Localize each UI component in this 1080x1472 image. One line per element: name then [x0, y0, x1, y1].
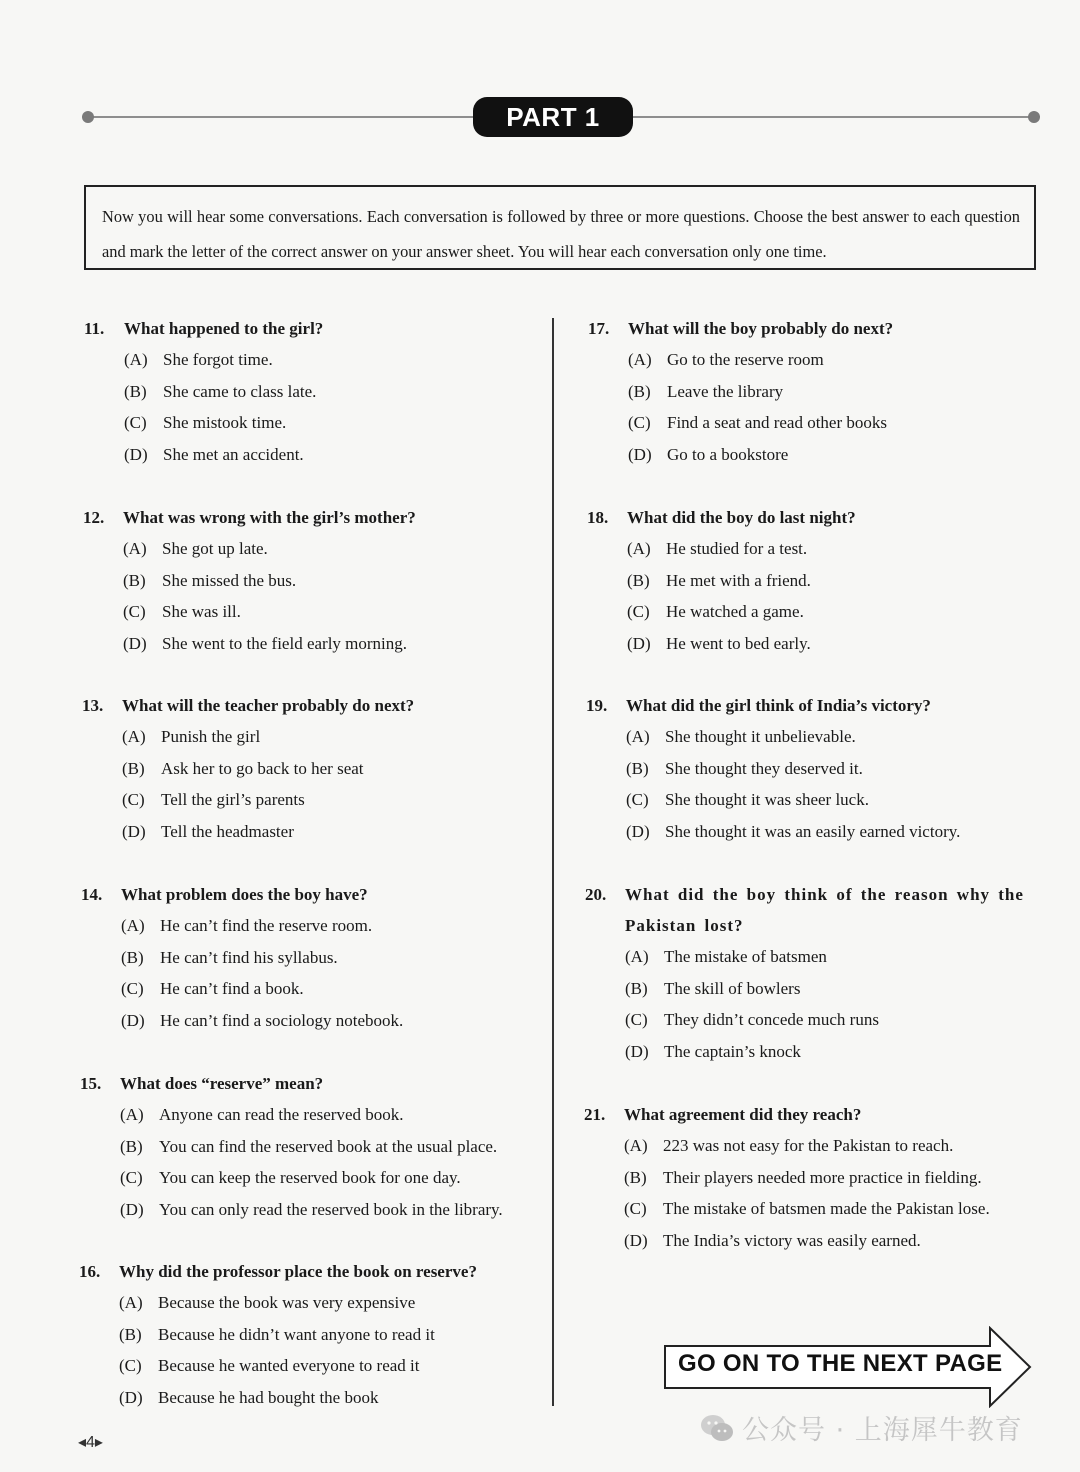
option-text: Tell the girl’s parents	[161, 790, 305, 809]
option-b	[588, 376, 1058, 408]
option-letter: (B)	[624, 1167, 647, 1187]
option-letter: (D)	[119, 1387, 143, 1407]
option-text: They didn’t concede much runs	[664, 1010, 879, 1029]
question-number: 15.	[80, 1074, 102, 1093]
option-letter: (C)	[123, 602, 146, 621]
option-a	[79, 1287, 549, 1319]
option-letter: (A)	[122, 727, 146, 746]
option-letter: (D)	[628, 444, 652, 464]
option-text: 223 was not easy for the Pakistan to reach.	[663, 1136, 954, 1155]
option-letter: (C)	[121, 979, 144, 998]
option-text: She went to the field early morning.	[162, 633, 408, 653]
option-text: She forgot time.	[163, 350, 273, 369]
option-letter: (B)	[119, 1324, 142, 1344]
instruction-box	[84, 185, 1036, 270]
question-15	[80, 1068, 550, 1225]
option-text: Because he wanted everyone to read it	[158, 1356, 420, 1375]
option-b	[83, 565, 553, 597]
option-text: She got up late.	[162, 539, 268, 558]
option-text: Anyone can read the reserved book.	[159, 1105, 404, 1124]
watermark-text: 公众号 · 上海犀牛教育	[742, 1415, 1023, 1446]
option-a	[82, 721, 552, 753]
option-c	[82, 784, 552, 816]
question-text: Why did the professor place the book on reserve?	[119, 1262, 477, 1281]
option-b	[80, 1131, 550, 1163]
option-letter: (A)	[628, 350, 652, 369]
question-17	[588, 313, 1058, 470]
question-text: What did the girl think of India’s victory?	[626, 696, 931, 715]
question-number: 18.	[587, 508, 609, 527]
option-text: She came to class late.	[163, 381, 317, 401]
option-d	[586, 816, 1056, 848]
next-page-label: GO ON TO THE NEXT PAGE	[678, 1350, 1003, 1377]
option-letter: (B)	[625, 978, 648, 998]
option-c	[587, 596, 1057, 628]
option-text: She met an accident.	[163, 444, 304, 464]
option-letter: (A)	[626, 727, 650, 746]
question-text: What will the boy probably do next?	[628, 319, 894, 338]
option-d	[82, 816, 552, 848]
option-letter: (D)	[122, 821, 146, 841]
option-letter: (D)	[625, 1041, 649, 1061]
option-b	[81, 942, 551, 974]
question-number: 17.	[588, 319, 610, 338]
question-text: What does “reserve” mean?	[120, 1074, 324, 1093]
option-letter: (B)	[628, 381, 651, 401]
option-text: She thought it was an easily earned victory.	[665, 821, 961, 841]
question-number: 21.	[584, 1105, 606, 1124]
option-letter: (C)	[627, 602, 650, 621]
option-text: Punish the girl	[161, 727, 261, 746]
option-a	[584, 1130, 1054, 1162]
option-letter: (C)	[124, 413, 147, 432]
question-text: What agreement did they reach?	[624, 1105, 862, 1124]
rule-left-dot	[82, 111, 94, 123]
option-letter: (B)	[120, 1136, 143, 1156]
option-d	[83, 628, 553, 660]
option-b	[587, 565, 1057, 597]
question-18	[587, 502, 1057, 659]
option-letter: (D)	[124, 444, 148, 464]
option-c	[81, 973, 551, 1005]
option-d	[81, 1005, 551, 1037]
option-letter: (A)	[121, 916, 145, 935]
option-letter: (A)	[123, 539, 147, 558]
question-16	[79, 1256, 549, 1413]
option-text: She was ill.	[162, 602, 241, 621]
option-letter: (D)	[626, 821, 650, 841]
option-text: Because he had bought the book	[158, 1387, 379, 1407]
question-number: 14.	[81, 885, 103, 904]
option-letter: (A)	[627, 539, 651, 558]
option-c	[83, 596, 553, 628]
option-text: Go to a bookstore	[667, 444, 789, 464]
option-letter: (A)	[625, 947, 649, 966]
option-text: The mistake of batsmen	[664, 947, 827, 966]
option-d	[584, 1225, 1054, 1257]
wechat-icon	[700, 1413, 734, 1443]
option-d	[585, 1036, 1037, 1068]
part-badge: PART 1	[473, 97, 633, 137]
option-a	[83, 533, 553, 565]
option-text: Tell the headmaster	[161, 821, 294, 841]
option-letter: (B)	[626, 758, 649, 778]
option-text: You can only read the reserved book in the library.	[159, 1199, 503, 1219]
option-letter: (C)	[122, 790, 145, 809]
option-letter: (B)	[124, 381, 147, 401]
question-text: What happened to the girl?	[124, 319, 324, 338]
option-letter: (C)	[625, 1010, 648, 1029]
option-c	[84, 407, 554, 439]
option-text: The captain’s knock	[664, 1041, 801, 1061]
option-text: Because he didn’t want anyone to read it	[158, 1324, 435, 1344]
option-c	[585, 1004, 1037, 1036]
option-letter: (B)	[121, 947, 144, 967]
option-b	[84, 376, 554, 408]
question-12	[83, 502, 553, 659]
option-text: He can’t find his syllabus.	[160, 947, 338, 967]
option-letter: (C)	[624, 1199, 647, 1218]
option-text: Because the book was very expensive	[158, 1293, 416, 1312]
question-21	[584, 1099, 1054, 1256]
option-letter: (D)	[123, 633, 147, 653]
option-letter: (A)	[124, 350, 148, 369]
option-d	[80, 1194, 550, 1226]
option-letter: (C)	[628, 413, 651, 432]
option-text: She thought it was sheer luck.	[665, 790, 869, 809]
question-13	[82, 690, 552, 847]
option-letter: (D)	[627, 633, 651, 653]
watermark	[700, 1408, 1023, 1447]
option-a	[84, 344, 554, 376]
option-text: Find a seat and read other books	[667, 413, 887, 432]
column-divider	[552, 318, 554, 1406]
option-letter: (A)	[119, 1293, 143, 1312]
question-number: 16.	[79, 1262, 101, 1281]
option-d	[84, 439, 554, 471]
option-a	[587, 533, 1057, 565]
question-text: What will the teacher probably do next?	[122, 696, 415, 715]
question-number: 12.	[83, 508, 105, 527]
option-text: He can’t find a book.	[160, 979, 304, 998]
option-a	[585, 941, 1037, 973]
option-letter: (C)	[626, 790, 649, 809]
option-letter: (D)	[624, 1230, 648, 1250]
option-c	[586, 784, 1056, 816]
option-c	[79, 1350, 549, 1382]
option-text: Go to the reserve room	[667, 350, 824, 369]
option-b	[585, 973, 1037, 1005]
option-letter: (B)	[627, 570, 650, 590]
option-text: She missed the bus.	[162, 570, 297, 590]
option-d	[79, 1382, 549, 1414]
question-text: What did the boy think of the reason why the Pakistan lost?	[625, 885, 1024, 935]
option-letter: (A)	[120, 1105, 144, 1124]
option-letter: (C)	[120, 1168, 143, 1187]
instruction-text: Now you will hear some conversations. Each conversation is followed by three or more questions. Choose the best answer to each question and mark the letter of the correct answer on your answer sheet. You will hear each conversation only one time.	[102, 207, 1020, 261]
question-text: What did the boy do last night?	[627, 508, 856, 527]
option-c	[588, 407, 1058, 439]
option-text: He met with a friend.	[666, 570, 811, 590]
option-text: She mistook time.	[163, 413, 287, 432]
option-a	[588, 344, 1058, 376]
question-number: 20.	[585, 885, 607, 904]
option-letter: (B)	[122, 758, 145, 778]
option-text: The mistake of batsmen made the Pakistan lose.	[663, 1199, 990, 1218]
question-19	[586, 690, 1056, 847]
option-text: The skill of bowlers	[664, 978, 801, 998]
option-text: She thought they deserved it.	[665, 758, 863, 778]
option-a	[80, 1099, 550, 1131]
rule-right-dot	[1028, 111, 1040, 123]
option-text: She thought it unbelievable.	[665, 727, 856, 746]
option-text: He watched a game.	[666, 602, 804, 621]
option-text: He can’t find a sociology notebook.	[160, 1010, 404, 1030]
option-text: Ask her to go back to her seat	[161, 758, 364, 778]
option-b	[586, 753, 1056, 785]
question-number: 13.	[82, 696, 104, 715]
option-b	[79, 1319, 549, 1351]
question-14	[81, 879, 551, 1036]
option-text: You can find the reserved book at the usual place.	[159, 1136, 498, 1156]
option-text: The India’s victory was easily earned.	[663, 1230, 921, 1250]
page-number: ◂4▸	[78, 1434, 103, 1451]
option-c	[584, 1193, 1054, 1225]
option-c	[80, 1162, 550, 1194]
option-d	[588, 439, 1058, 471]
option-letter: (B)	[123, 570, 146, 590]
question-11	[84, 313, 554, 470]
option-a	[586, 721, 1056, 753]
option-b	[82, 753, 552, 785]
question-number: 19.	[586, 696, 608, 715]
option-text: You can keep the reserved book for one day.	[159, 1168, 461, 1187]
option-letter: (C)	[119, 1356, 142, 1375]
question-20	[585, 879, 1037, 1067]
option-text: Their players needed more practice in fielding.	[663, 1167, 982, 1187]
option-a	[81, 910, 551, 942]
option-letter: (D)	[121, 1010, 145, 1030]
option-letter: (D)	[120, 1199, 144, 1219]
option-text: He studied for a test.	[666, 539, 808, 558]
option-b	[584, 1162, 1054, 1194]
option-letter: (A)	[624, 1136, 648, 1155]
option-text: He went to bed early.	[666, 633, 811, 653]
question-number: 11.	[84, 319, 105, 338]
question-text: What problem does the boy have?	[121, 885, 368, 904]
option-d	[587, 628, 1057, 660]
option-text: Leave the library	[667, 381, 784, 401]
question-text: What was wrong with the girl’s mother?	[123, 508, 416, 527]
option-text: He can’t find the reserve room.	[160, 916, 373, 935]
